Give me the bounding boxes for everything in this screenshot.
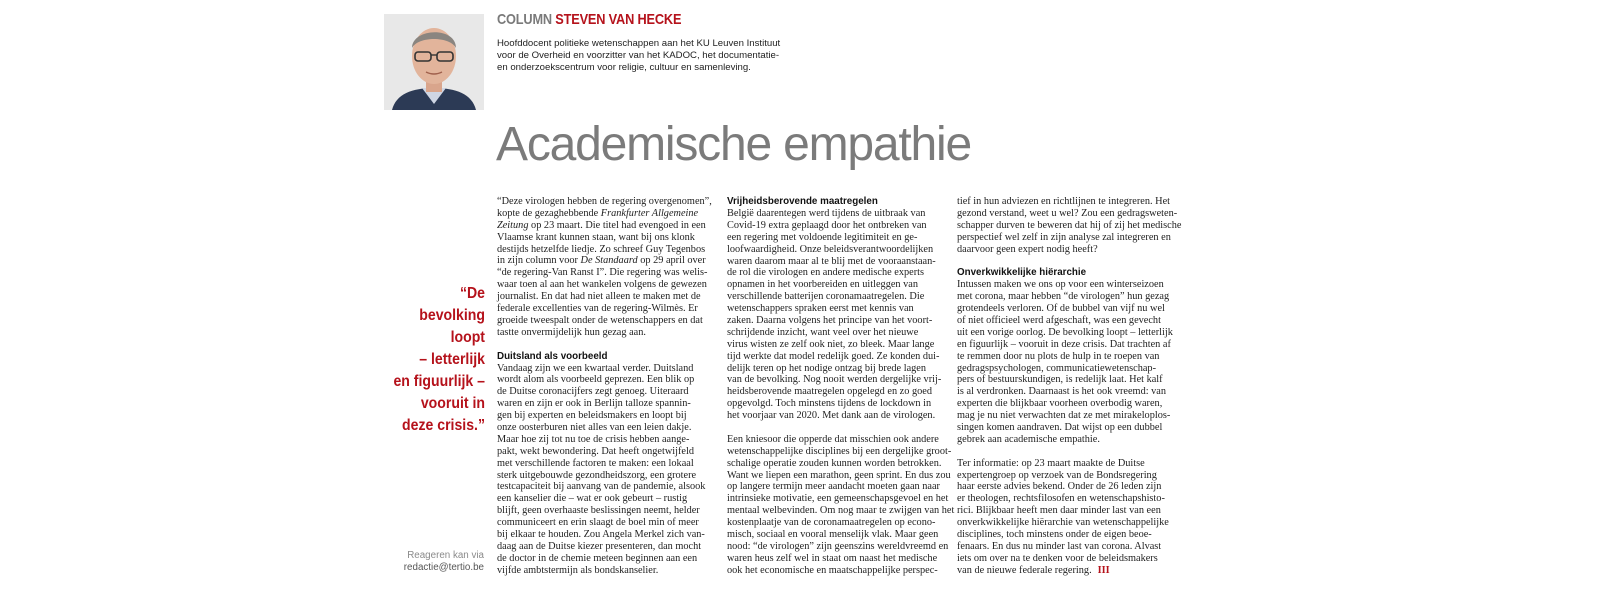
text-line: een kanselier die – wat er ook gebeurt – rustig (497, 493, 688, 505)
text-line: te remmen door nu plots de hulp in te roepen van (957, 350, 1160, 362)
contact-email-link[interactable]: redactie@tertio.be (403, 562, 484, 573)
text-line: het voorjaar van 2020. Met dank aan de virologen. (727, 410, 936, 422)
author-portrait-icon (384, 14, 484, 110)
text-line: tastte onvermijdelijk hun gezag aan. (497, 326, 646, 338)
text-line: loofwaardigheid. Onze beleidsverantwoordelijken (727, 243, 934, 255)
text-line: en figuurlijk – vooruit in deze crisis. Dat trachten af (957, 338, 1171, 350)
text-line: “de regering-Van Ranst I”. Die regering was welis- (497, 267, 708, 279)
text-line: van de nieuwe federale regering. III (957, 564, 1110, 576)
text-line: in zijn column voor De Standaard op 29 april over (497, 255, 706, 267)
paragraph-gap (957, 255, 1175, 267)
paragraph (727, 208, 945, 422)
publication-name: De Standaard (580, 255, 638, 267)
pull-quote (378, 283, 485, 437)
text-line: gen bij experten en beleidsmakers en loopt bij (497, 410, 687, 422)
paragraph-gap (727, 422, 945, 434)
text-line: uit een vorige oorlog. De bevolking loopt – letterlijk (957, 326, 1173, 338)
section-subheading: Duitsland als voorbeeld (497, 350, 608, 362)
text-line: destijds hetzelfde liedje. Zo schreef Guy Tegenbos (497, 243, 706, 255)
text-line: journalist. En dat had niet alleen te maken met de (497, 291, 701, 303)
text-line: zaken. Daarna volgens het principe van het voort- (727, 315, 933, 327)
pull-quote-line: en figuurlijk – (393, 373, 485, 390)
article-column-3 (957, 196, 1182, 577)
text-line: Ter informatie: op 23 maart maakte de Duitse (957, 457, 1145, 469)
text-line: Zeitung op 23 maart. Die titel had evengoed in een (497, 219, 706, 231)
text-line: schalige operatie zouden kunnen worden betrokken. (727, 457, 942, 469)
text-line: kostenplaatje van de coronamaatregelen op econo- (727, 517, 936, 529)
column-label: COLUMN (497, 11, 552, 28)
text-line: pers of bestuurskundigen, is redelijk laat. Het kalf (957, 374, 1163, 386)
author-bio (497, 38, 797, 74)
text-line: schrijdende inzicht, want veel over het nieuwe (727, 326, 919, 338)
text-line: mag je nu niet verwachten dat ze met mirakeloplos- (957, 410, 1171, 422)
text-line: waar toen al aan het wankelen volgens de gewezen (497, 279, 707, 291)
text-line: Intussen maken we ons op voor een winterseizoen (957, 279, 1164, 291)
contact-info (384, 550, 484, 574)
text-line: intrinsieke motivatie, een gemeenschapsgevoel en het (727, 493, 949, 505)
text-line: testcapaciteit bij aanvang van de pandemie, alsook (497, 481, 706, 493)
text-line: wetenschappers spraken eerst met kennis van (727, 303, 914, 315)
text-line: sterk uitgebouwde gezondheidszorg, een grotere (497, 469, 697, 481)
text-line: heidsberovende maatregelen opgelegd en zo goed (727, 386, 932, 398)
text-line: communiceert en erin slaagt de boel min of meer (497, 517, 699, 529)
text-line: kopte de gezaghebbende Frankfurter Allgemeine (497, 207, 699, 219)
paragraph (727, 433, 955, 577)
text-line: haar eerste advies bekend. Onder de 26 leden zijn (957, 481, 1162, 493)
text-line: groeide tweespalt onder de wetenschappers en dat (497, 314, 703, 326)
section-subheading: Vrijheidsberovende maatregelen (727, 196, 878, 207)
text-line: schapper durven te beweren dat hij of zij het medische (957, 219, 1182, 231)
text-line: tief in hun adviezen en richtlijnen te integreren. Het (957, 196, 1171, 207)
pull-quote-line: vooruit in (420, 395, 485, 412)
text-line: bij elkaar te houden. Zou Angela Merkel zich van- (497, 529, 705, 541)
text-line: nood: “de virologen” zijn geenszins wereldvreemd en (727, 540, 949, 552)
text-line: blijft, geen overhaaste beslissingen neemt, helder (497, 505, 700, 517)
text-line: van de bevolking. Nog nooit werden dergelijke vrij- (727, 374, 942, 386)
pull-quote-line: “De (459, 285, 485, 302)
paragraph-gap (497, 339, 715, 351)
column-kicker (497, 11, 681, 28)
text-line: vijfde ambtstermijn als bondskanselier. (497, 564, 659, 576)
text-line: opgevolgd. Toch minstens tijdens de lockdown in (727, 398, 932, 410)
author-photo (384, 14, 484, 110)
text-line: op langere termijn meer aandacht moeten gaan naar (727, 481, 940, 493)
text-line: Vandaag zijn we een kwartaal verder. Duitsland (497, 362, 694, 374)
text-line: wetenschappelijke disciplines bij een dergelijke groot- (727, 445, 952, 457)
text-line: perspectief wel zelf in zijn analyse zal integreren en (957, 231, 1171, 243)
text-line: ook het economische en maatschappelijke perspec- (727, 564, 938, 576)
text-line: iets om over na te denken voor de beleidsmakers (957, 552, 1158, 564)
text-line: Want we liepen een marathon, geen sprint. En dus zou (727, 469, 951, 481)
text-line: tijd werkte dat model redelijk goed. Ze konden dui- (727, 350, 940, 362)
article-column-2 (727, 196, 955, 577)
text-line: gedragspsychologen, communicatiewetenschap- (957, 362, 1157, 374)
text-line: waren heus zelf wel in staat om naast het medische (727, 552, 938, 564)
text-line: grotendeels verloren. Of de bubbel van vijf nu wel (957, 303, 1165, 315)
publication-name: Frankfurter Allgemeine (600, 207, 699, 219)
text-line: de Duitse coronacijfers zegt genoeg. Uiteraard (497, 386, 689, 398)
text-line: of niet officieel werd afgeschaft, was een gevecht (957, 315, 1161, 327)
text-line: met verschillende factoren te maken: een lokaal (497, 457, 694, 469)
section-subheading: Onverkwikkelijke hiërarchie (957, 267, 1087, 279)
text-line: rici. Blijkbaar heeft men daar minder last van een (957, 505, 1161, 517)
text-line: de rol die virologen en andere medische experts (727, 267, 924, 279)
text-line: België daarentegen werd tijdens de uitbraak van (727, 208, 926, 219)
text-line: virus wisten ze zelf ook niet, zo bleek. Maar lange (727, 338, 935, 350)
bio-line: en onderzoekscentrum voor religie, cultuur en samenleving. (497, 62, 751, 73)
text-line: experten die blijkbaar voorheen overbodig waren, (957, 398, 1163, 410)
text-line: fenaars. En dus nu minder last van corona. Alvast (957, 540, 1162, 552)
text-line: expertengroep op verzoek van de Bondsregering (957, 469, 1157, 481)
text-line: opnamen in het voorbereiden en uitleggen van (727, 279, 919, 291)
paragraph (497, 196, 715, 339)
text-line: gezond verstand, weet u wel? Zou een gedragsweten- (957, 207, 1178, 219)
pull-quote-line: loopt (450, 329, 485, 346)
publication-name: Zeitung (497, 219, 529, 231)
text-line: onverkwikkelijke hiërarchie van wetenschappelijke (957, 517, 1169, 529)
text-line: misch, sociaal en vooral menselijk vlak. Maar geen (727, 529, 939, 541)
bio-line: voor de Overheid en voorzitter van het KADOC, het documentatie- (497, 50, 780, 61)
bio-line: Hoofddocent politieke wetenschappen aan het KU Leuven Instituut (497, 38, 781, 49)
contact-label: Reageren kan via (407, 550, 484, 561)
text-line: onze oosterburen niet alles van een leien dakje. (497, 422, 692, 434)
text-line: is al verdronken. Daarnaast is het ook vreemd: van (957, 386, 1167, 398)
article-column-1 (497, 196, 715, 577)
pull-quote-line: deze crisis.” (402, 417, 485, 434)
text-line: gebrek aan academische empathie. (957, 433, 1100, 445)
text-line: waren en zijn er ook in Berlijn talloze spannin- (497, 398, 691, 410)
paragraph (497, 363, 715, 577)
text-line: federale excellenties van de regering-Wilmès. Er (497, 303, 698, 315)
text-line: Een kniesoor die opperde dat misschien ook andere (727, 433, 939, 445)
paragraph (957, 196, 1182, 255)
text-line: de doctor in de chemie meteen beginnen aan een (497, 552, 698, 564)
text-line: daag aan de Duitse kiezer presenteren, dan mocht (497, 540, 702, 552)
text-line: daarvoor geen expert nodig heeft? (957, 243, 1098, 255)
paragraph (957, 458, 1175, 577)
text-line: een regering met voldoende legitimiteit en ge- (727, 231, 918, 243)
text-line: waren daarom maar al te blij met de vooraanstaan- (727, 255, 936, 267)
pull-quote-line: – letterlijk (419, 351, 485, 368)
text-line: met corona, maar hebben “de virologen” hun gezag (957, 291, 1170, 303)
text-line: delijk teren op het nodige ontzag bij brede lagen (727, 362, 927, 374)
end-mark-icon: III (1097, 564, 1110, 576)
author-name: STEVEN VAN HECKE (555, 11, 682, 28)
text-line: singen komen aandraven. Dat wijst op een dubbel (957, 422, 1163, 434)
text-line: Covid-19 extra geplaagd door het ontbreken van (727, 219, 927, 231)
article-headline: Academische empathie (496, 118, 971, 171)
pull-quote-line: bevolking (419, 307, 485, 324)
text-line: Maar hoe zij tot nu toe de crisis hebben aange- (497, 433, 690, 445)
text-line: Vlaamse krant kunnen staan, want bij ons klonk (497, 231, 695, 243)
text-line: “Deze virologen hebben de regering overgenomen”, (497, 196, 712, 207)
paragraph (957, 279, 1175, 445)
text-line: disciplines, toch minstens onder de eigen beoe- (957, 529, 1152, 541)
text-line: pakt, wekt bewondering. Dat heeft ongetwijfeld (497, 445, 695, 457)
paragraph-gap (957, 446, 1175, 458)
text-line: er theologen, rechtsfilosofen en wetenschapshisto- (957, 493, 1165, 505)
text-line: mentaal welbevinden. Om nog maar te zwijgen van het (727, 505, 955, 517)
text-line: wordt alom als voorbeeld geprezen. Een blik op (497, 374, 695, 386)
text-line: verschillende batterijen coronamaatregelen. Die (727, 291, 925, 303)
